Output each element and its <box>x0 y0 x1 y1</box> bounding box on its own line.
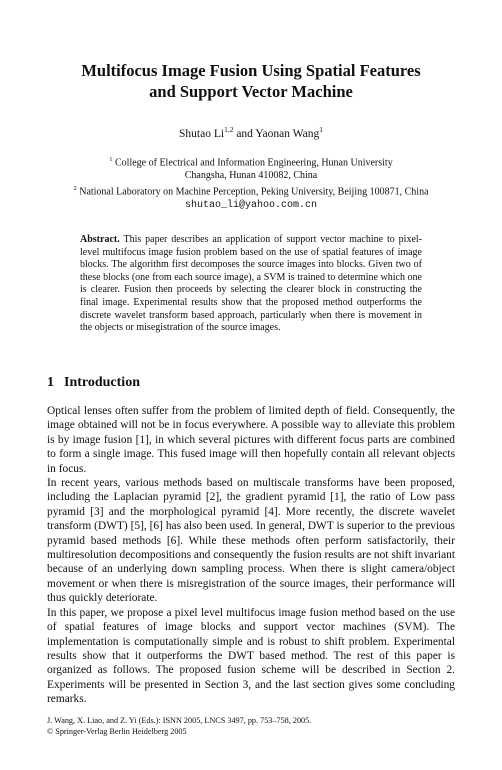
abstract-label: Abstract. <box>80 234 120 245</box>
publication-footer <box>47 715 311 737</box>
affiliation-2-line-1: National Laboratory on Machine Perception, Peking University, Beijing 100871, China <box>76 186 429 198</box>
section-title: Introduction <box>64 375 140 390</box>
title-line-1: Multifocus Image Fusion Using Spatial Features <box>81 61 421 80</box>
section-body <box>47 404 455 707</box>
abstract <box>80 234 422 335</box>
paragraph-3: In this paper, we propose a pixel level multifocus image fusion method based on the use of spatial features of image blocks and support vector machines (SVM). The implementation is computationally simple and is robust to shift problem. Experimental results show that it outperforms the DWT based method. The rest of this paper is organized as follows. The proposed fusion scheme will be described in Section 2. Experiments will be presented in Section 3, and the last section gives some concluding remarks. <box>47 606 455 706</box>
affiliation-2 <box>20 182 482 198</box>
section-heading <box>47 375 140 391</box>
author-1: Shutao Li <box>179 127 225 140</box>
affiliation-1 <box>20 153 482 169</box>
author-email: shutao_li@yahoo.com.cn <box>184 199 318 211</box>
author-2-affiliation-mark: 1 <box>319 125 323 134</box>
section-number: 1 <box>47 375 54 390</box>
affiliation-2-mark: 2 <box>73 185 77 193</box>
author-conjunction: and <box>233 127 256 140</box>
author-1-affiliation-mark: 1,2 <box>224 125 234 134</box>
footer-citation: J. Wang, X. Liao, and Z. Yi (Eds.): ISNN 2005, LNCS 3497, pp. 753–758, 2005. <box>47 716 312 725</box>
affiliations <box>20 153 482 212</box>
affiliation-1-mark: 1 <box>109 156 113 163</box>
abstract-text: This paper describes an application of support vector machine to pixel-level multifocus image fusion problem based on the use of spatial features of image blocks. The algorithm first decomposes the source images into blocks. Given two of these blocks (one from each source image), a SVM is trained to determine which one is clearer. Fusion then proceeds by selecting the clearer block in constructing the final image. Experimental results show that the proposed method outperforms the discrete wavelet transform based approach, particularly when there is movement in the objects or misegistration of the source images. <box>80 234 422 334</box>
paragraph-2: In recent years, various methods based on multiscale transforms have been proposed, including the Laplacian pyramid [2], the gradient pyramid [1], the ratio of Low pass pyramid [3] and the morphological pyramid [4]. More recently, the discrete wavelet transform (DWT) [5], [6] has also been used. In general, DWT is superior to the previous pyramid based methods [6]. While these methods often perform satisfactorily, their multiresolution decompositions and consequently the fusion results are not shift invariant because of an underlying down sampling process. When there is slight camera/object movement or when there is misregistration of the source images, their performance will thus quickly deteriorate. <box>47 477 455 605</box>
footer-copyright: © Springer-Verlag Berlin Heidelberg 2005 <box>47 727 187 736</box>
affiliation-1-line-1: College of Electrical and Information Engineering, Hunan University <box>112 157 393 169</box>
affiliation-1-line-2: Changsha, Hunan 410082, China <box>184 170 318 182</box>
paper-title <box>40 60 462 102</box>
paragraph-1: Optical lenses often suffer from the problem of limited depth of field. Consequently, the image obtained will not be in focus everywhere. A possible way to alleviate this problem is by image fusion [1], in which several pictures with different focus parts are combined to form a single image. This fused image will then hopefully contain all relevant objects in focus. <box>47 405 455 475</box>
author-2: Yaonan Wang <box>255 127 320 140</box>
title-line-2: and Support Vector Machine <box>149 82 353 101</box>
author-list <box>40 125 462 140</box>
